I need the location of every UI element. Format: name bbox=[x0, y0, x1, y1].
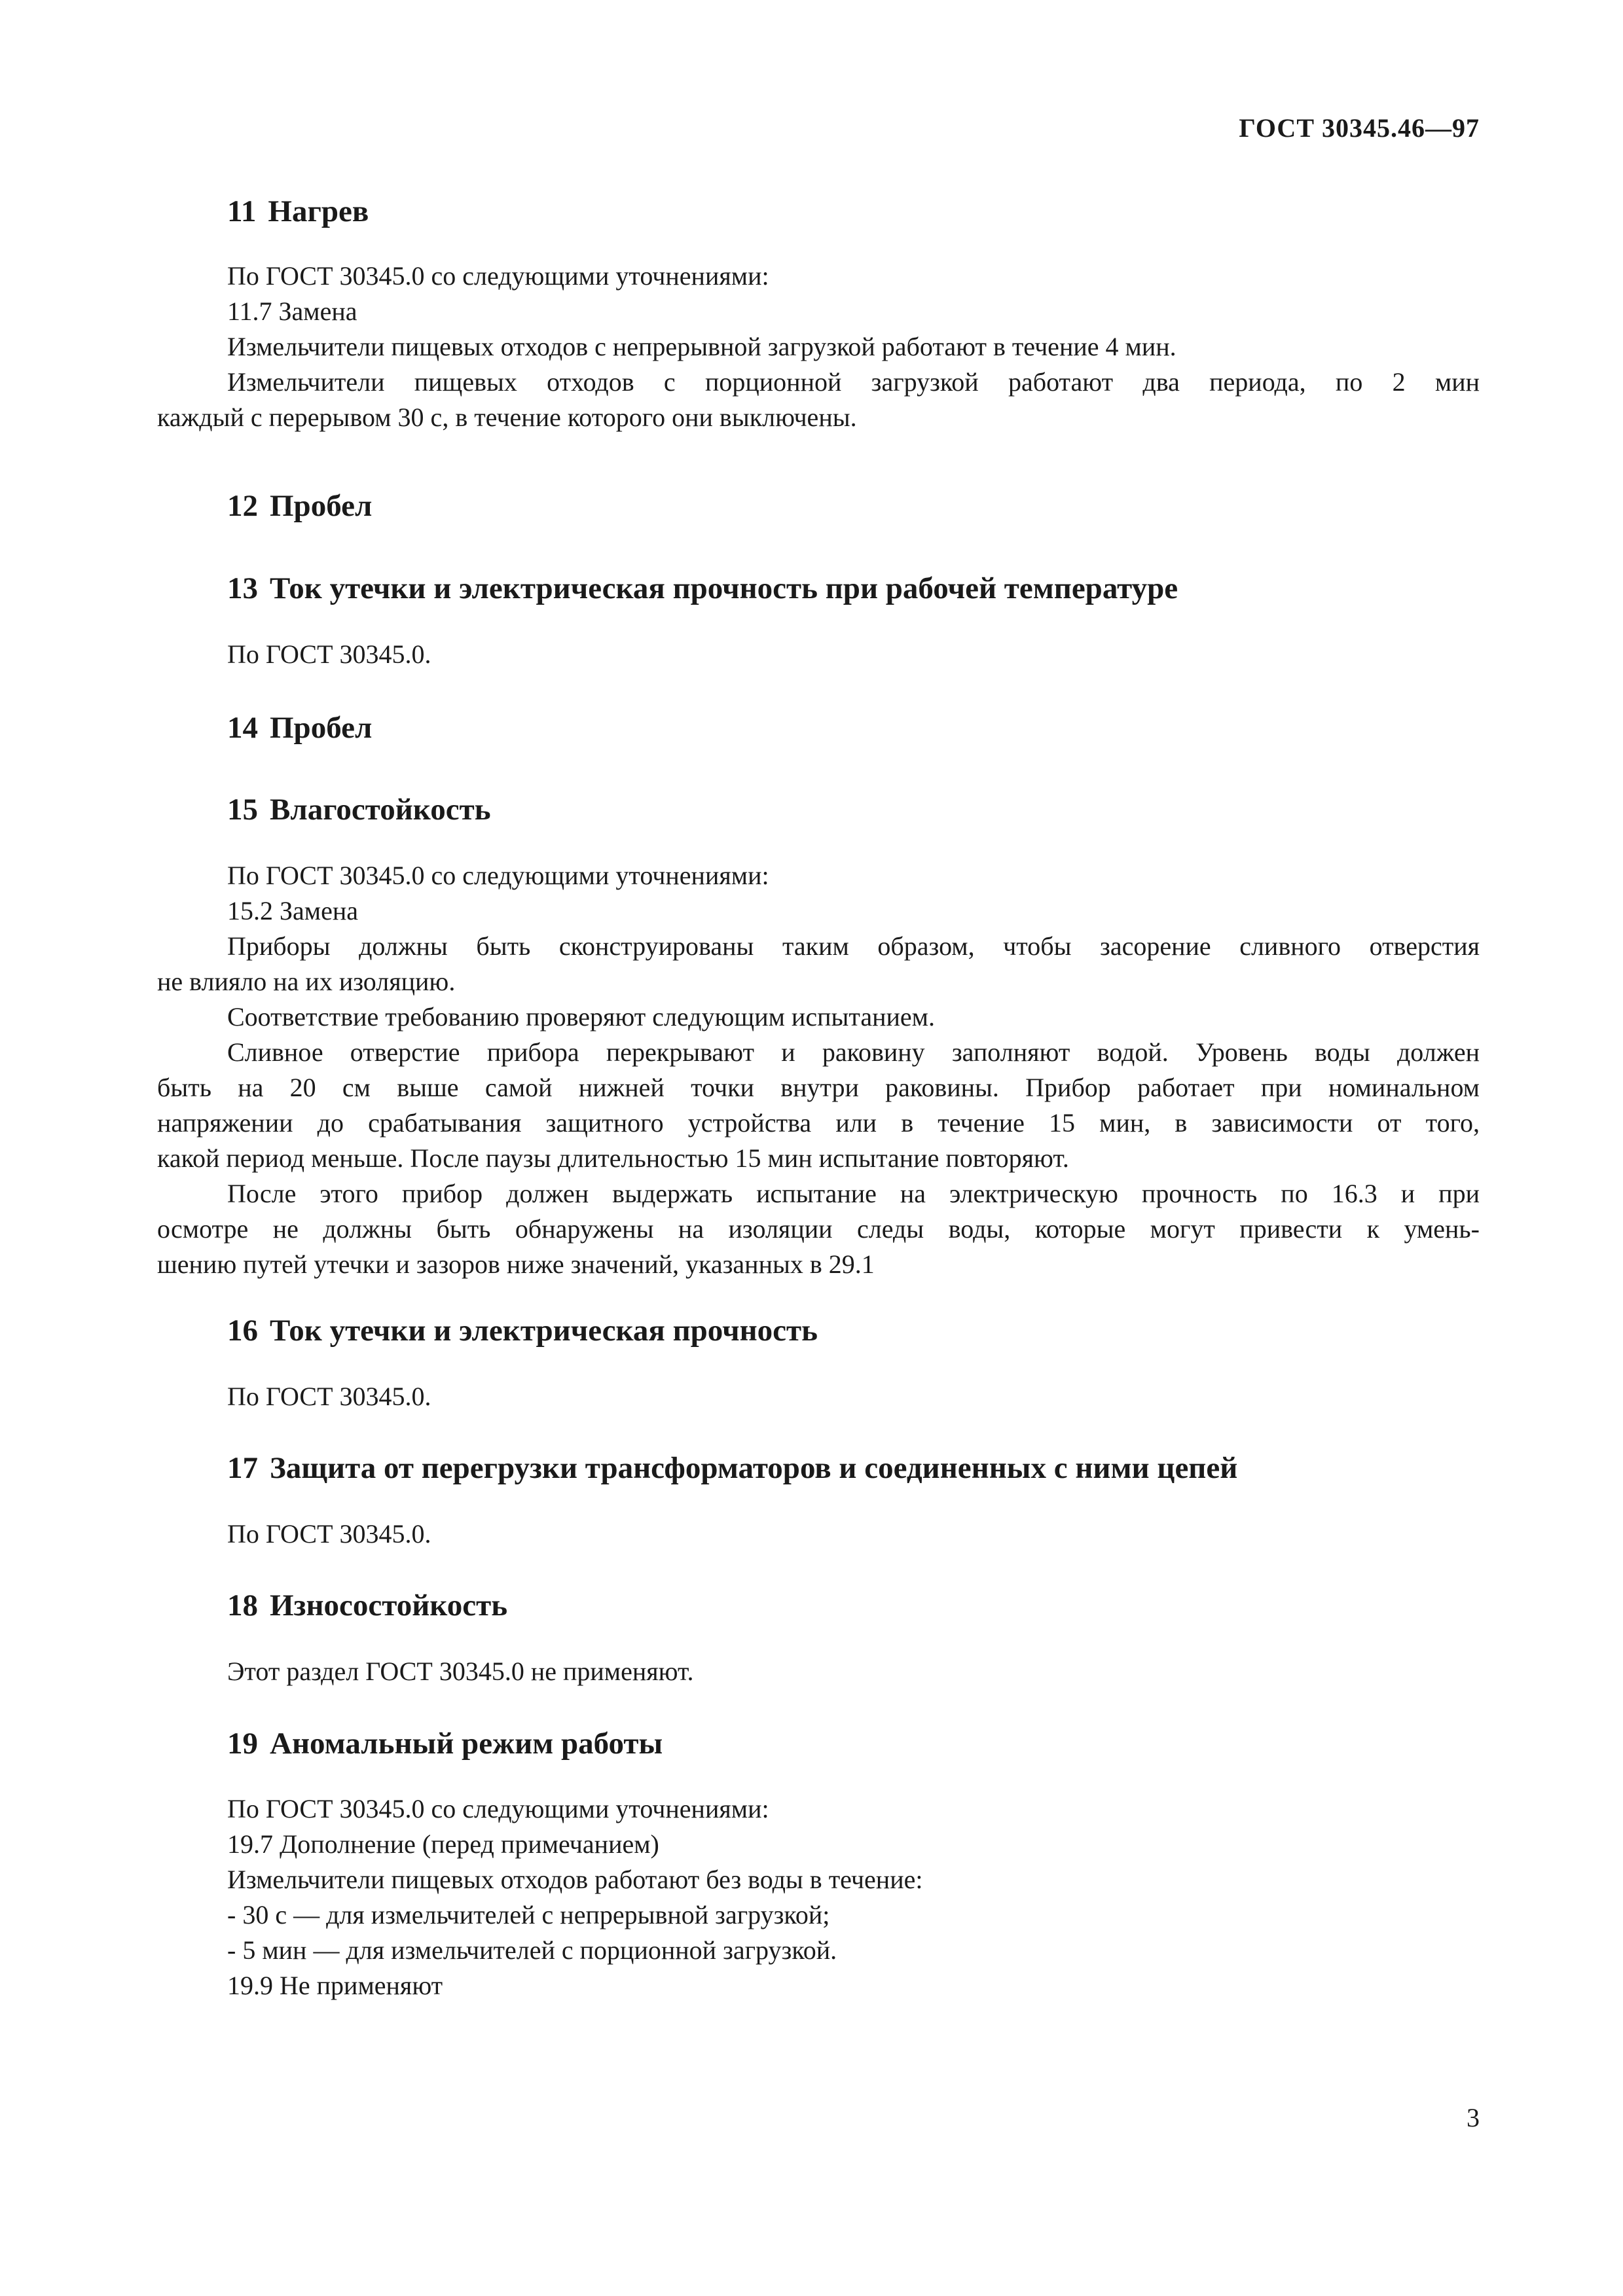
section-number: 15 bbox=[227, 793, 258, 827]
paragraph: 19.9 Не применяют bbox=[227, 1971, 443, 2000]
paragraph: По ГОСТ 30345.0 со следующими уточнениями: bbox=[227, 861, 769, 890]
section-title: Износостойкость bbox=[270, 1588, 508, 1623]
paragraph: По ГОСТ 30345.0. bbox=[227, 1382, 431, 1411]
section-title: Защита от перегрузки трансформаторов и соединенных с ними цепей bbox=[270, 1451, 1238, 1485]
paragraph: Измельчители пищевых отходов работают без воды в течение: bbox=[227, 1865, 923, 1894]
section-title: Ток утечки и электрическая прочность при рабочей температуре bbox=[270, 571, 1178, 605]
paragraph: По ГОСТ 30345.0 со следующими уточнениями: bbox=[227, 1794, 769, 1823]
section-19-heading bbox=[227, 1726, 663, 1761]
paragraph: По ГОСТ 30345.0. bbox=[227, 639, 431, 669]
paragraph: Соответствие требованию проверяют следующим испытанием. bbox=[227, 1002, 935, 1031]
section-number: 17 bbox=[227, 1451, 258, 1485]
list-item: - 5 мин — для измельчителей с порционной загрузкой. bbox=[227, 1935, 837, 1965]
paragraph: Этот раздел ГОСТ 30345.0 не применяют. bbox=[227, 1657, 694, 1686]
paragraph-line: быть на 20 см выше самой нижней точки внутри раковины. Прибор работает при номинальном bbox=[157, 1073, 1480, 1102]
section-number: 16 bbox=[227, 1314, 258, 1348]
section-11-heading bbox=[227, 194, 369, 229]
paragraph-line: не влияло на их изоляцию. bbox=[157, 967, 456, 996]
section-title: Аномальный режим работы bbox=[270, 1727, 663, 1761]
section-number: 13 bbox=[227, 571, 258, 605]
paragraph-line: Измельчители пищевых отходов с порционной загрузкой работают два периода, по 2 мин bbox=[227, 367, 1480, 397]
section-title: Ток утечки и электрическая прочность bbox=[270, 1314, 818, 1348]
section-number: 18 bbox=[227, 1588, 258, 1623]
section-title: Влагостойкость bbox=[270, 793, 491, 827]
paragraph-line: Приборы должны быть сконструированы таким образом, чтобы засорение сливного отверстия bbox=[227, 931, 1480, 961]
paragraph: Измельчители пищевых отходов с непрерывной загрузкой работают в течение 4 мин. bbox=[227, 332, 1176, 361]
paragraph: По ГОСТ 30345.0 со следующими уточнениями: bbox=[227, 261, 769, 291]
section-number: 12 bbox=[227, 489, 258, 523]
paragraph-line: напряжении до срабатывания защитного устройства или в течение 15 мин, в зависимости от того, bbox=[157, 1108, 1480, 1138]
paragraph-line: Сливное отверстие прибора перекрывают и раковину заполняют водой. Уровень воды должен bbox=[227, 1037, 1480, 1067]
section-title: Пробел bbox=[270, 489, 373, 523]
document-code: ГОСТ 30345.46—97 bbox=[1239, 113, 1480, 143]
page-number: 3 bbox=[1467, 2103, 1480, 2132]
section-14-heading bbox=[227, 710, 372, 745]
section-12-heading bbox=[227, 488, 372, 524]
section-number: 19 bbox=[227, 1727, 258, 1761]
paragraph-line: каждый с перерывом 30 с, в течение которого они выключены. bbox=[157, 403, 857, 432]
document-page bbox=[157, 0, 1480, 2296]
section-15-heading bbox=[227, 792, 491, 827]
paragraph-line: какой период меньше. После паузы длительностью 15 мин испытание повторяют. bbox=[157, 1143, 1069, 1173]
section-17-heading bbox=[227, 1450, 1237, 1486]
list-item: - 30 с — для измельчителей с непрерывной загрузкой; bbox=[227, 1900, 830, 1929]
paragraph-line: шению путей утечки и зазоров ниже значений, указанных в 29.1 bbox=[157, 1249, 875, 1279]
paragraph: 19.7 Дополнение (перед примечанием) bbox=[227, 1829, 659, 1859]
section-13-heading bbox=[227, 571, 1178, 606]
section-18-heading bbox=[227, 1588, 507, 1623]
section-number: 11 bbox=[227, 194, 257, 228]
paragraph: 15.2 Замена bbox=[227, 896, 359, 925]
paragraph-line: После этого прибор должен выдержать испытание на электрическую прочность по 16.3 и при bbox=[227, 1179, 1480, 1208]
paragraph: 11.7 Замена bbox=[227, 296, 357, 326]
section-title: Нагрев bbox=[268, 194, 369, 228]
section-16-heading bbox=[227, 1313, 818, 1348]
section-title: Пробел bbox=[270, 711, 373, 745]
paragraph: По ГОСТ 30345.0. bbox=[227, 1519, 431, 1549]
section-number: 14 bbox=[227, 711, 258, 745]
paragraph-line: осмотре не должны быть обнаружены на изоляции следы воды, которые могут привести к умень- bbox=[157, 1214, 1480, 1244]
